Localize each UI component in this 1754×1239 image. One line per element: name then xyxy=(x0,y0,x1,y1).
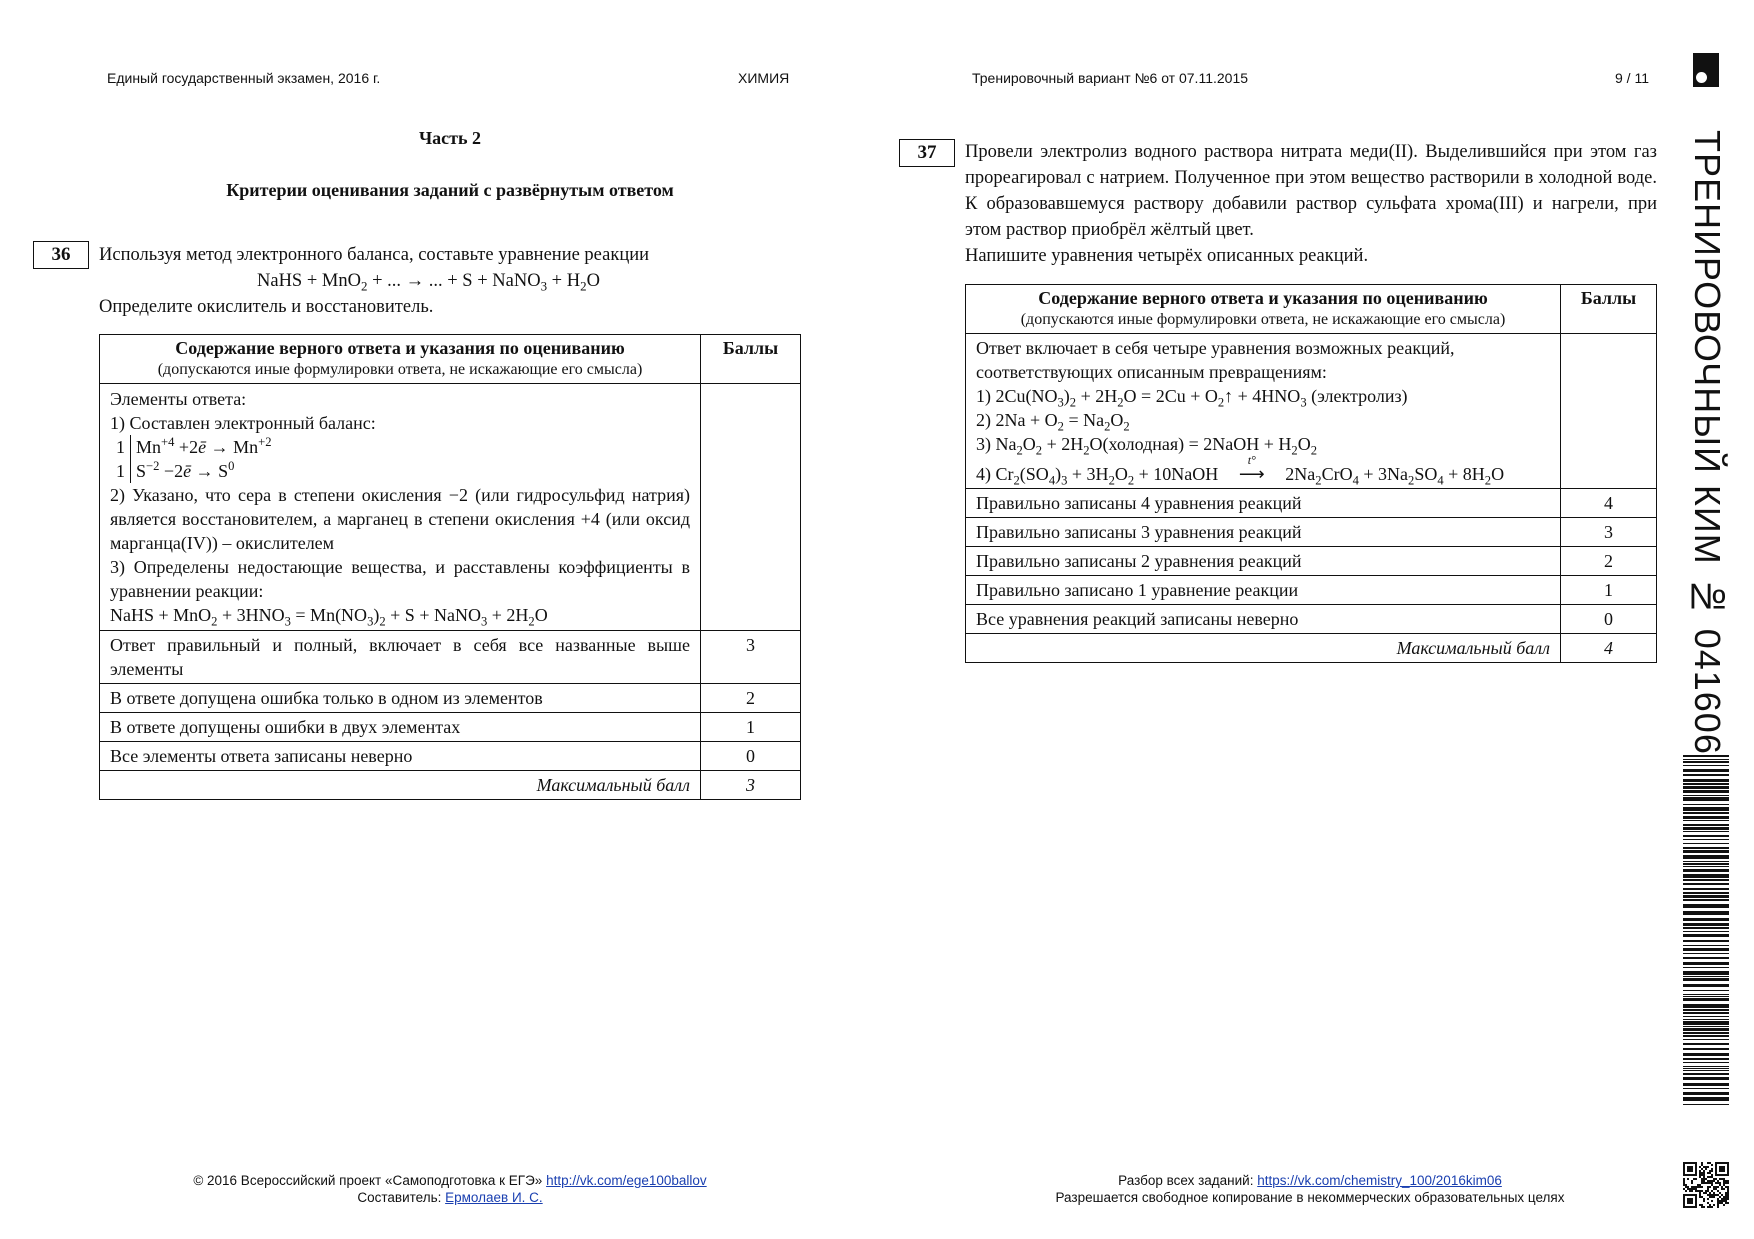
max-score-row xyxy=(100,771,801,800)
row-label: Правильно записаны 3 уравнения реакций xyxy=(966,518,1561,547)
answer-elements xyxy=(100,384,701,631)
reaction-2: 2) $2Na + O_2 = Na_2O_2$ xyxy=(976,410,1130,434)
footer-right xyxy=(1000,1172,1620,1206)
row-label: Все элементы ответа записаны неверно xyxy=(100,742,701,771)
question-37-task: Напишите уравнения четырёх описанных реакций. xyxy=(965,246,1369,266)
balance-coef-2: 1 xyxy=(116,461,125,481)
criteria-header-main: Содержание верного ответа и указания по оцениванию xyxy=(175,338,625,358)
criteria-table-37 xyxy=(965,284,1657,663)
table-row xyxy=(100,713,801,742)
row-label: Ответ правильный и полный, включает в себя все названные выше элементы xyxy=(100,631,701,684)
electron-balance xyxy=(116,435,690,483)
table-row xyxy=(966,489,1657,518)
criteria-table-36 xyxy=(99,334,801,800)
part-title: Часть 2 xyxy=(418,128,482,148)
reaction-3: 3) $Na_2O_2$ + $2H_2O(холодная)$ = 2NaOH + $H_2O_2$ xyxy=(976,434,1318,458)
footer-project: © 2016 Всероссийский проект «Самоподготовка к ЕГЭ» xyxy=(193,1173,543,1188)
row-label: Правильно записано 1 уравнение реакции xyxy=(966,576,1561,605)
row-score: 3 xyxy=(1561,518,1657,547)
footer-project-link[interactable]: http://vk.com/ege100ballov xyxy=(546,1173,707,1188)
row-label: Все уравнения реакций записаны неверно xyxy=(966,605,1561,634)
row-score: 2 xyxy=(1561,547,1657,576)
elements-label: Элементы ответа: xyxy=(110,389,247,409)
side-kim-label: ТРЕНИРОВОЧНЫЙ КИМ № 041606 xyxy=(1687,130,1728,755)
max-score-row xyxy=(966,634,1657,663)
table-row xyxy=(966,518,1657,547)
question-number-36: 36 xyxy=(33,241,89,269)
header-exam-title: Единый государственный экзамен, 2016 г. xyxy=(107,70,381,86)
max-score-label: Максимальный балл xyxy=(966,634,1561,663)
row-score: 1 xyxy=(1561,576,1657,605)
max-score-label: Максимальный балл xyxy=(100,771,701,800)
reaction-4: 4) $Cr_2(SO_4)_3 + 3H_2O_2$ + 10NaOH t° ⟶ $2Na_2CrO_4 + 3Na_2SO_4 + 8H_2O$ xyxy=(976,453,1505,488)
row-label: В ответе допущены ошибки в двух элементах xyxy=(100,713,701,742)
header-page-number: 9 / 11 xyxy=(1615,70,1649,86)
row-score: 4 xyxy=(1561,489,1657,518)
corner-marker-icon xyxy=(1693,53,1719,87)
question-37-text xyxy=(965,139,1657,269)
question-37-description: Провели электролиз водного раствора нитрата меди(II). Выделившийся при этом газ прореагировал с натрием. Полученное при этом вещество растворили в холодной воде. К образовавшемуся раствору добавили раствор сульфата хрома(III) и нагрели, при этом раствор приобрёл жёлтый цвет. xyxy=(965,142,1657,240)
question-36-task: Определите окислитель и восстановитель. xyxy=(99,297,434,317)
answer-content xyxy=(966,334,1561,489)
footer-license: Разрешается свободное копирование в некоммерческих образовательных целях xyxy=(1055,1190,1565,1205)
row-score: 1 xyxy=(701,713,801,742)
barcode-icon xyxy=(1683,755,1729,1105)
criteria-header xyxy=(100,335,701,384)
table-row xyxy=(100,631,801,684)
max-score-value: 3 xyxy=(701,771,801,800)
row-score: 3 xyxy=(701,631,801,684)
row-score: 2 xyxy=(701,684,801,713)
question-number-37: 37 xyxy=(899,139,955,167)
row-label: Правильно записаны 2 уравнения реакций xyxy=(966,547,1561,576)
element-2: 2) Указано, что сера в степени окисления −2 (или гидросульфид натрия) является восстановителем, а марганец в степени окисления +4 (или оксид марганца(IV)) – окислителем xyxy=(110,485,690,553)
balance-eq-s: $S^{-2}$ −2ē → $S^0$ xyxy=(136,459,235,481)
score-header: Баллы xyxy=(701,335,801,384)
footer-author-link[interactable]: Ермолаев И. С. xyxy=(445,1190,543,1205)
footer-left xyxy=(150,1172,750,1206)
footer-analysis-label: Разбор всех заданий: xyxy=(1118,1173,1254,1188)
table-row xyxy=(966,576,1657,605)
max-score-value: 4 xyxy=(1561,634,1657,663)
part-subtitle: Критерии оценивания заданий с развёрнутым ответом xyxy=(226,180,674,200)
table-row xyxy=(100,684,801,713)
header-subject: ХИМИЯ xyxy=(738,70,790,86)
table-row xyxy=(966,547,1657,576)
header-variant: Тренировочный вариант №6 от 07.11.2015 xyxy=(972,70,1249,86)
element-3: 3) Определены недостающие вещества, и расставлены коэффициенты в уравнении реакции: xyxy=(110,557,690,601)
row-score: 0 xyxy=(701,742,801,771)
balance-eq-mn: $Mn^{+4}$ +2ē → $Mn^{+2}$ xyxy=(136,435,272,457)
criteria-header xyxy=(966,285,1561,334)
balance-coef-1: 1 xyxy=(116,437,125,457)
row-label: В ответе допущена ошибка только в одном из элементов xyxy=(100,684,701,713)
final-equation: NaHS + $MnO_2 + 3HNO_3 = Mn(NO_3)_2 + S$ + NaNO$_3$ + $2H_2O$ xyxy=(110,605,548,629)
qr-code-icon xyxy=(1683,1162,1729,1208)
row-label: Правильно записаны 4 уравнения реакций xyxy=(966,489,1561,518)
criteria-header-sub: (допускаются иные формулировки ответа, не искажающие его смысла) xyxy=(157,361,643,378)
question-36-equation: NaHS + MnO$_2$ + ... → ... + S + NaNO$_3$ + $H_2O$ xyxy=(257,271,600,294)
footer-analysis-link[interactable]: https://vk.com/chemistry_100/2016kim06 xyxy=(1257,1173,1502,1188)
table-row xyxy=(966,605,1657,634)
criteria-header-sub: (допускаются иные формулировки ответа, не искажающие его смысла) xyxy=(1020,311,1506,328)
element-1: 1) Составлен электронный баланс: xyxy=(110,413,376,433)
table-row xyxy=(100,742,801,771)
question-36-instruction: Используя метод электронного баланса, составьте уравнение реакции xyxy=(99,245,650,265)
answer-intro: Ответ включает в себя четыре уравнения возможных реакций, соответствующих описанным превращениям: xyxy=(976,338,1455,382)
footer-author-label: Составитель: xyxy=(357,1190,442,1205)
score-header: Баллы xyxy=(1561,285,1657,334)
row-score: 0 xyxy=(1561,605,1657,634)
question-36-text xyxy=(99,242,799,320)
reaction-1: 1) $2Cu(NO_3)_2 + 2H_2O = 2Cu$ + $O_2↑ + 4HNO_3$ (электролиз) xyxy=(976,386,1408,410)
criteria-header-main: Содержание верного ответа и указания по оцениванию xyxy=(1038,288,1488,308)
